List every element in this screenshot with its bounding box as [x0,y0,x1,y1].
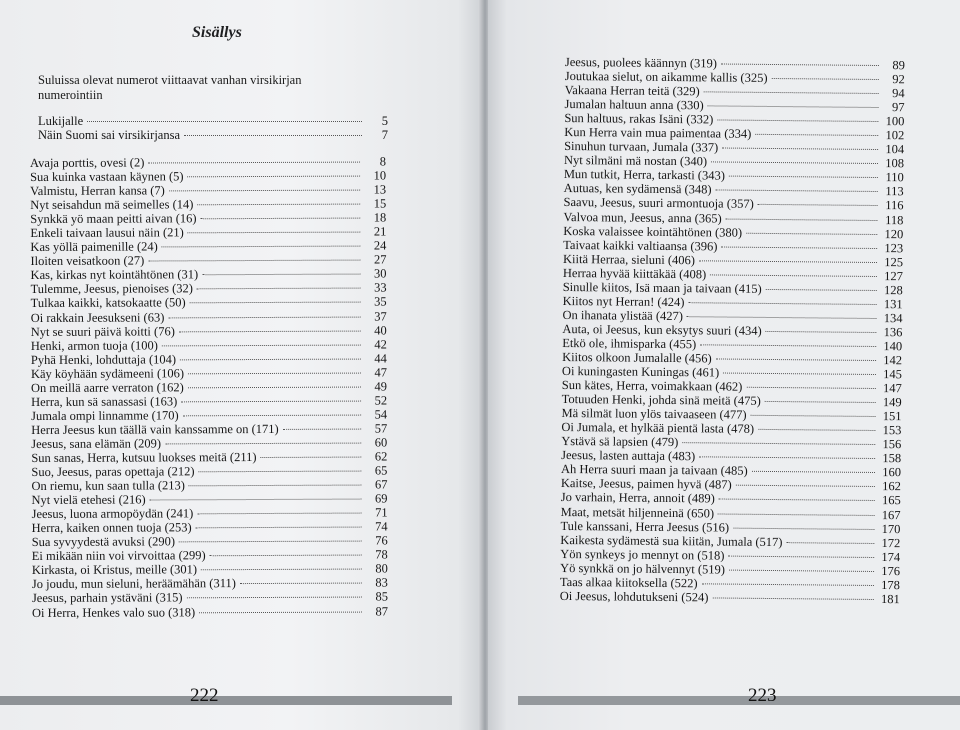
footer-band-left [0,696,452,705]
entry-page-number: 49 [374,379,388,394]
entry-page-number: 18 [373,210,387,225]
dot-leader [202,274,360,276]
dot-leader [180,358,361,360]
entry-title: Sun kätes, Herra, voimakkaan (462) [561,378,743,394]
entry-page-number: 92 [892,72,905,87]
dot-leader [721,63,879,66]
entry-page-number: 125 [884,254,904,269]
entry-page-number: 108 [885,156,905,171]
dot-leader [721,246,877,248]
entry-title: Sinuhun turvaan, Jumala (337) [564,139,719,155]
dot-leader [201,569,362,571]
entry-page-number: 85 [375,589,388,604]
page-number-left: 222 [190,685,219,706]
entry-title: Kiitos nyt Herran! (424) [562,293,685,309]
entry-title: Mä silmät luon ylös taivaaseen (477) [561,406,747,422]
entry-page-number: 47 [374,365,387,380]
entry-title: Valvoa mun, Jeesus, anna (365) [563,209,722,226]
entry-page-number: 69 [374,491,388,506]
entry-page-number: 24 [373,238,387,253]
dot-leader [165,442,361,444]
entry-title: Tulemme, Jeesus, pienoises (32) [30,281,193,297]
toc-entry [30,211,386,227]
dot-leader [688,302,876,305]
entry-page-number: 118 [885,212,904,227]
entry-page-number: 67 [374,477,388,492]
dot-leader [201,218,361,220]
entry-title: Kun Herra vain mua paimentaa (334) [564,125,752,142]
dot-leader [704,91,879,94]
entry-page-number: 172 [881,535,901,550]
toc-entry [31,351,387,367]
entry-title: Autuas, ken sydämensä (348) [563,181,712,197]
toc-entry [38,114,388,128]
dot-leader [717,120,878,123]
toc-entry [31,435,387,451]
dot-leader [726,218,878,220]
entry-title: Herraa hyvää kiittäkää (408) [562,265,707,282]
dot-leader [189,485,362,487]
entry-title: Etkö ole, ihmisparka (455) [562,335,697,352]
toc-entry [31,492,387,508]
entry-page-number: 15 [373,196,387,211]
toc-entry [31,295,387,311]
toc-entry [32,590,388,606]
entry-title: Ei mikään niin voi virvoittaa (299) [31,548,206,564]
toc-entry [31,449,387,465]
entry-title: Jeesus, sana elämän (209) [31,436,162,451]
entry-page-number: 35 [374,294,387,309]
entry-page-number: 170 [881,521,901,536]
dot-leader [708,106,879,109]
entry-title: Oi Herra, Henkes valo suo (318) [31,604,196,620]
entry-page-number: 110 [885,170,904,185]
entry-page-number: 87 [375,603,389,618]
entry-page-number: 181 [880,591,900,607]
toc-entry [31,393,387,409]
toc-entry [31,323,387,339]
entry-page-number: 162 [882,479,901,494]
entry-title: Näin Suomi sai virsikirjansa [38,128,180,143]
dot-leader [181,400,361,402]
dot-leader [150,499,362,501]
dot-leader [758,429,875,431]
toc-entry [30,168,386,184]
dot-leader [728,555,874,557]
dot-leader [752,471,875,473]
entry-title: Vakaana Herran teitä (329) [564,83,700,99]
dot-leader [772,78,879,80]
entry-title: Herra, kaiken onnen tuoja (253) [31,520,192,536]
dot-leader [712,597,873,600]
dot-leader [718,513,875,516]
entry-title: Ystävä sä lapsien (479) [561,434,679,450]
entry-page-number: 44 [374,351,387,366]
toc-entry [31,365,387,381]
entry-title: Jeesus, parhain ystäväni (315) [31,590,183,606]
entry-title: Joutukaa sielut, on aikamme kallis (325) [564,69,768,85]
dot-leader [758,204,878,206]
toc-entry [31,421,387,437]
entry-title: Oi kuningasten Kuningas (461) [561,364,720,380]
entry-page-number: 113 [885,184,904,199]
dot-leader [746,232,877,234]
dot-leader [240,583,362,585]
entry-page-number: 40 [374,323,387,338]
dot-leader [716,190,878,193]
entry-page-number: 104 [885,142,905,157]
entry-title: Kas, kirkas nyt kointähtönen (31) [30,267,199,283]
dot-leader [682,442,875,445]
toc-entry [31,478,387,494]
entry-title: Jumala ompi linnamme (170) [31,408,179,423]
entry-title: Herra Jeesus kun täällä vain kanssamme on (171) [31,421,279,437]
entry-title: Suo, Jeesus, paras opettaja (212) [31,464,195,480]
entry-title: Kas yöllä paimenille (24) [30,239,158,255]
dot-leader [162,344,361,346]
entry-page-number: 145 [883,367,903,382]
entry-page-number: 97 [891,100,905,115]
toc-entry [32,506,388,522]
entry-page-number: 30 [373,266,387,281]
dot-leader [736,485,875,487]
dot-leader [766,331,877,333]
entry-page-number: 100 [885,114,905,129]
entry-page-number: 174 [881,549,901,564]
entry-page-number: 147 [882,381,902,396]
entry-title: Jeesus, luona armopöydän (241) [31,506,194,522]
entry-title: Iloiten veisatkoon (27) [30,253,145,269]
entry-page-number: 149 [882,395,902,410]
toc-entry [32,562,388,578]
front-matter-list [38,114,388,142]
contents-list-left [30,154,388,619]
dot-leader [199,611,362,613]
entry-page-number: 131 [883,296,903,312]
dot-leader [261,457,362,458]
toc-entry [30,267,386,283]
dot-leader [168,316,360,318]
entry-page-number: 37 [374,308,387,324]
dot-leader [199,471,362,473]
dot-leader [751,415,876,417]
dot-leader [755,134,878,136]
entry-title: Yö synkkä on jo hälvennyt (519) [560,560,726,577]
entry-page-number: 21 [373,224,387,239]
entry-page-number: 153 [882,423,902,438]
entry-page-number: 165 [881,493,901,508]
entry-page-number: 151 [882,409,902,424]
toc-entry [31,281,387,297]
toc-entry [31,309,387,325]
toc-entry [30,183,386,199]
entry-title: Sun haltuus, rakas Isäni (332) [564,111,714,127]
dot-leader [148,162,360,164]
entry-title: Jo varhain, Herra, annoit (489) [560,490,715,506]
contents-list-right [560,55,905,606]
footer-band-right [518,696,960,705]
toc-entry [30,225,386,241]
dot-leader [699,457,875,460]
dot-leader [719,499,875,501]
entry-title: Maat, metsät hiljenneinä (650) [560,504,715,520]
entry-page-number: 167 [881,507,901,522]
toc-entry [32,576,388,592]
entry-title: Sinulle kiitos, Isä maan ja taivaan (415) [562,279,762,296]
entry-title: On ihanata ylistää (427) [562,307,684,323]
dot-leader [723,373,876,375]
dot-leader [197,204,360,206]
dot-leader [188,176,361,178]
entry-title: Kaitse, Jeesus, paimen hyvä (487) [560,476,732,493]
toc-entry [32,534,388,550]
entry-title: Kiitos olkoon Jumalalle (456) [562,349,712,366]
entry-title: Enkeli taivaan lausui näin (21) [30,225,184,241]
entry-title: Nyt silmäni mä nostan (340) [563,153,708,169]
page-title: Sisällys [192,24,242,41]
dot-leader [710,274,877,277]
dot-leader [162,246,361,248]
entry-page-number: 120 [884,226,904,241]
entry-title: Jumalan haltuun anna (330) [564,97,704,113]
entry-page-number: 42 [374,337,387,352]
entry-title: Oi Jeesus, lohdutukseni (524) [559,588,709,605]
toc-entry [31,407,387,423]
toc-entry [32,548,388,564]
entry-title: On meillä aarre verraton (162) [30,380,184,395]
dot-leader [188,386,361,388]
toc-entry [30,253,386,269]
dot-leader [197,513,361,515]
entry-page-number: 71 [375,505,388,520]
page-number-right: 223 [748,685,777,706]
entry-title: Henki, armon tuoja (100) [30,338,158,353]
entry-page-number: 160 [882,465,902,480]
entry-title: Jeesus, lasten auttaja (483) [561,448,696,464]
toc-entry [560,589,900,606]
toc-entry [32,604,388,620]
dot-leader [210,555,362,557]
entry-title: Valmistu, Herran kansa (7) [30,183,165,199]
entry-title: Lukijalle [38,114,84,128]
entry-page-number: 134 [883,310,903,326]
dot-leader [687,316,877,319]
toc-entry [30,239,386,255]
entry-page-number: 8 [379,154,387,169]
dot-leader [190,302,361,304]
dot-leader [746,387,876,389]
dot-leader [283,428,362,429]
dot-leader [722,148,878,150]
entry-page-number: 102 [885,128,905,143]
entry-title: Tule kanssani, Herra Jeesus (516) [560,518,730,535]
dot-leader [699,260,877,263]
entry-title: Oi Jumala, et hylkää pientä lasta (478) [561,420,755,437]
entry-page-number: 128 [883,282,903,298]
entry-page-number: 54 [374,407,388,422]
entry-page-number: 123 [884,240,904,255]
entry-page-number: 62 [374,449,388,464]
dot-leader [169,190,360,192]
dot-leader [184,135,362,136]
entry-page-number: 57 [374,421,388,436]
entry-page-number: 60 [374,435,388,450]
entry-title: Nyt seisahdun mä seimelles (14) [30,197,194,213]
entry-title: Pyhä Henki, lohduttaja (104) [30,352,177,367]
toc-entry [32,520,388,536]
entry-page-number: 76 [375,533,388,548]
entry-title: Nyt vielä etehesi (216) [31,492,146,508]
entry-title: Totuuden Henki, johda sinä meitä (475) [561,392,761,409]
entry-title: Saavu, Jeesus, suuri armontuoja (357) [563,195,754,212]
entry-title: Tulkaa kaikki, katsokaatte (50) [30,295,186,311]
toc-entry [30,197,386,213]
entry-page-number: 27 [373,252,387,267]
entry-title: Ah Herra suuri maan ja taivaan (485) [560,462,748,479]
dot-leader [179,330,361,332]
entry-title: Sua syvyydestä avuksi (290) [31,534,176,550]
entry-title: Taas alkaa kiitoksella (522) [559,574,698,591]
entry-page-number: 13 [373,182,387,197]
dot-leader [148,260,360,262]
dot-leader [765,401,876,403]
entry-title: Sun sanas, Herra, kutsuu luokses meitä (211) [31,449,257,465]
entry-page-number: 176 [881,563,901,578]
entry-page-number: 178 [881,577,900,592]
dot-leader [729,176,878,178]
entry-page-number: 127 [884,268,903,283]
entry-page-number: 74 [375,519,388,534]
entry-title: Taivaat kaikki valtiaansa (396) [563,237,718,254]
entry-title: Jo joudu, mun sieluni, heräämähän (311) [31,576,236,592]
entry-page-number: 142 [883,353,903,368]
dot-leader [196,527,362,529]
entry-title: Synkkä yö maan peitti aivan (16) [30,211,197,227]
dot-leader [766,289,877,291]
dot-leader [183,414,361,416]
entry-page-number: 83 [375,575,388,590]
entry-page-number: 158 [882,451,902,466]
entry-title: Nyt se suuri päivä koitti (76) [30,323,175,339]
toc-entry [30,154,386,170]
entry-page-number: 140 [883,339,903,354]
toc-entry [31,337,387,353]
entry-page-number: 89 [892,58,905,73]
toc-entry [31,379,387,395]
dot-leader [188,232,361,234]
dot-leader [711,162,878,165]
dot-leader [729,569,874,571]
entry-page-number: 65 [374,463,388,478]
entry-title: Yön synkeys jo mennyt on (518) [560,546,725,563]
entry-page-number: 156 [882,437,902,452]
entry-page-number: 10 [373,168,387,183]
dot-leader [188,372,361,374]
entry-page-number: 80 [375,561,388,576]
entry-title: Koska valaissee kointähtönen (380) [563,223,743,240]
dot-leader [187,597,362,599]
entry-title: Sua kuinka vastaan käynen (5) [30,169,184,185]
entry-title: Kirkasta, oi Kristus, meille (301) [31,562,198,578]
dot-leader [716,358,876,361]
entry-title: Käy köyhään sydämeeni (106) [30,366,185,381]
entry-page-number: 7 [381,128,388,143]
entry-title: Kiitä Herraa, sieluni (406) [562,251,696,267]
dot-leader [702,583,874,586]
entry-title: Avaja porttis, ovesi (2) [30,155,145,170]
entry-page-number: 33 [374,280,387,295]
entry-page-number: 5 [381,114,388,128]
entry-title: Herra, kun sä sanassasi (163) [31,394,178,409]
entry-title: Jeesus, puolees käännyn (319) [564,55,718,71]
intro-note: Suluissa olevat numerot viittaavat vanhan virsikirjan numerointiin [38,73,302,102]
toc-entry [38,128,388,142]
entry-page-number: 52 [374,393,388,408]
dot-leader [197,288,361,290]
entry-title: Mun tutkit, Herra, tarkasti (343) [563,167,725,183]
dot-leader [700,344,876,347]
dot-leader [87,121,362,122]
entry-page-number: 78 [375,547,388,562]
dot-leader [787,542,875,544]
toc-entry [31,463,387,479]
entry-title: On riemu, kun saan tulla (213) [31,478,185,494]
dot-leader [179,541,362,543]
entry-page-number: 136 [883,324,903,340]
dot-leader [733,527,874,529]
entry-title: Auta, oi Jeesus, kun eksytys suuri (434) [562,321,762,338]
entry-page-number: 94 [892,86,905,101]
entry-page-number: 116 [885,198,904,213]
entry-title: Kaikesta sydämestä sua kiitän, Jumala (517) [560,532,783,549]
entry-title: Oi rakkain Jeesukseni (63) [30,309,165,325]
